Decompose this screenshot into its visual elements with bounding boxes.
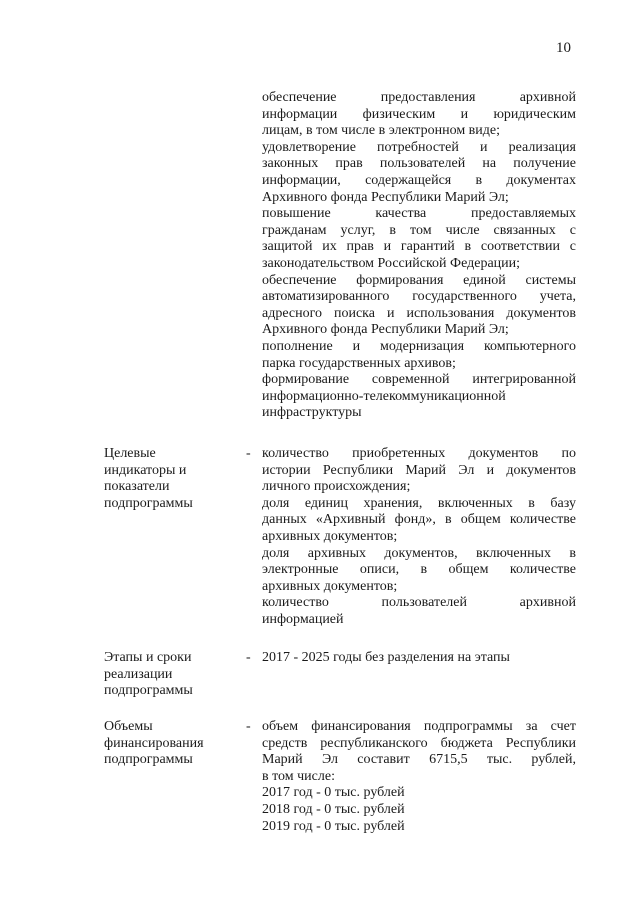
label-line: финансирования bbox=[104, 735, 204, 751]
text-line: удовлетворение потребностей и реализация bbox=[262, 139, 576, 155]
text-line: данных «Архивный фонд», в общем количестве bbox=[262, 512, 576, 528]
label-line: подпрограммы bbox=[104, 752, 193, 768]
text-line: Архивного фонда Республики Марий Эл; bbox=[262, 322, 509, 338]
text-line: обеспечение формирования единой системы bbox=[262, 272, 576, 288]
text-line: информации физическим и юридическим bbox=[262, 106, 576, 122]
section-content bbox=[262, 719, 576, 835]
label-line: индикаторы и bbox=[104, 462, 187, 478]
page-number: 10 bbox=[556, 40, 571, 56]
text-line: формирование современной интегрированной bbox=[262, 372, 576, 388]
section-label bbox=[104, 650, 224, 700]
text-line: инфраструктуры bbox=[262, 405, 362, 421]
text-line: информацией bbox=[262, 611, 344, 627]
label-line: подпрограммы bbox=[104, 683, 193, 699]
text-line: Марий Эл составит 6715,5 тыс. рублей, bbox=[262, 752, 576, 768]
text-line: доля архивных документов, включенных в bbox=[262, 545, 576, 561]
text-line: 2017 год - 0 тыс. рублей bbox=[262, 785, 405, 801]
text-line: законодательством Российской Федерации; bbox=[262, 255, 521, 271]
text-line: парка государственных архивов; bbox=[262, 355, 456, 371]
text-line: электронные описи, в общем количестве bbox=[262, 562, 576, 578]
text-line: повышение качества предоставляемых bbox=[262, 206, 576, 222]
section-dash: - bbox=[246, 719, 251, 734]
text-line: истории Республики Марий Эл и документов bbox=[262, 462, 576, 478]
text-line: архивных документов; bbox=[262, 528, 398, 544]
text-line: архивных документов; bbox=[262, 578, 398, 594]
section-content bbox=[262, 446, 576, 629]
text-line: обеспечение предоставления архивной bbox=[262, 90, 576, 105]
top-block-content bbox=[262, 90, 576, 422]
text-line: информации, содержащейся в документах bbox=[262, 172, 576, 188]
section-label bbox=[104, 719, 224, 769]
section-content bbox=[262, 650, 576, 667]
text-line: законных прав пользователей на получение bbox=[262, 156, 576, 172]
text-line: автоматизированного государственного учета, bbox=[262, 289, 576, 305]
text-line: пополнение и модернизация компьютерного bbox=[262, 338, 576, 354]
label-line: Объемы bbox=[104, 719, 153, 734]
text-line: защитой их прав и гарантий в соответствии с bbox=[262, 239, 576, 255]
text-line: адресного поиска и использования документов bbox=[262, 305, 576, 321]
text-line: количество приобретенных документов по bbox=[262, 446, 576, 461]
label-line: подпрограммы bbox=[104, 495, 193, 511]
label-line: Этапы и сроки bbox=[104, 650, 192, 665]
section-dash: - bbox=[246, 650, 251, 665]
text-line: Архивного фонда Республики Марий Эл; bbox=[262, 189, 509, 205]
text-line: 2019 год - 0 тыс. рублей bbox=[262, 818, 405, 834]
text-line: гражданам услуг, в том числе связанных с bbox=[262, 222, 576, 238]
text-line: доля единиц хранения, включенных в базу bbox=[262, 495, 576, 511]
section-label bbox=[104, 446, 224, 512]
text-line: информационно-телекоммуникационной bbox=[262, 388, 506, 404]
label-line: Целевые bbox=[104, 446, 156, 461]
label-line: показатели bbox=[104, 479, 170, 495]
text-line: 2018 год - 0 тыс. рублей bbox=[262, 801, 405, 817]
text-line: 2017 - 2025 годы без разделения на этапы bbox=[262, 650, 510, 665]
label-line: реализации bbox=[104, 666, 173, 682]
text-line: количество пользователей архивной bbox=[262, 595, 576, 611]
text-line: в том числе: bbox=[262, 768, 335, 784]
section-dash: - bbox=[246, 446, 251, 461]
text-line: объем финансирования подпрограммы за счет bbox=[262, 719, 576, 734]
text-line: лицам, в том числе в электронном виде; bbox=[262, 123, 501, 139]
text-line: личного происхождения; bbox=[262, 479, 411, 495]
text-line: средств республиканского бюджета Республики bbox=[262, 735, 576, 751]
